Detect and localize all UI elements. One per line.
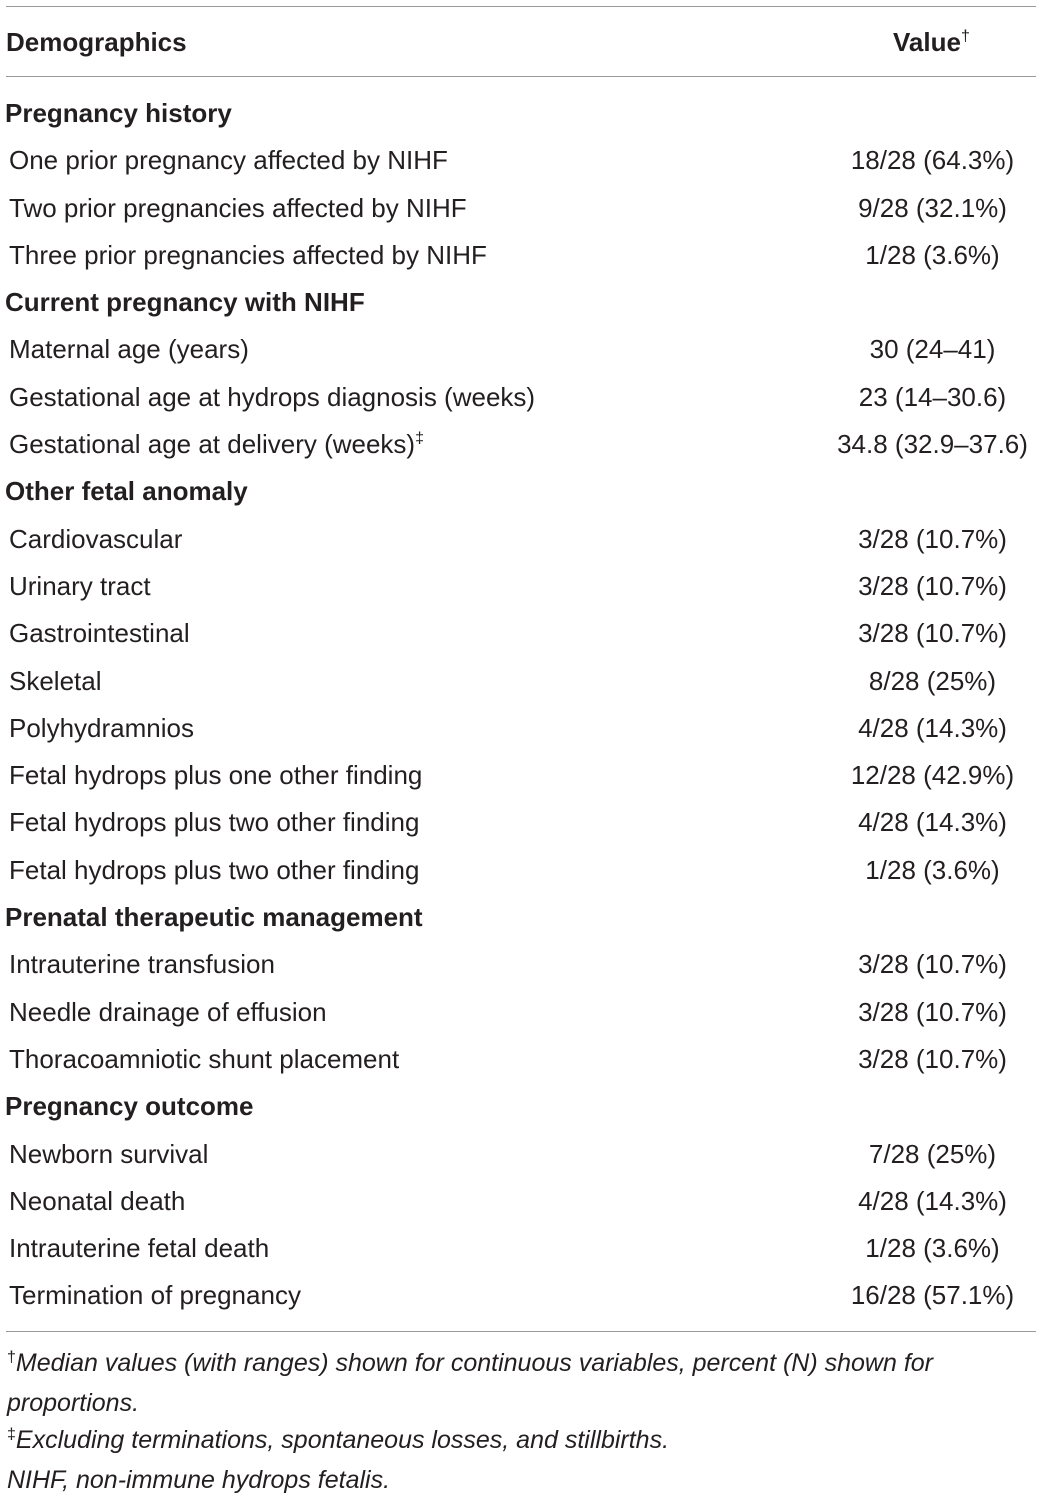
row-value: 12/28 (42.9%)	[850, 760, 1015, 791]
table-row	[0, 421, 1042, 468]
row-label-text: Maternal age (years)	[9, 334, 249, 365]
row-label-text: Fetal hydrops plus one other finding	[9, 760, 423, 791]
row-label-text: Newborn survival	[9, 1138, 209, 1169]
section-title	[5, 90, 232, 137]
footnote-mark: †	[7, 1349, 16, 1366]
footnote-text: Excluding terminations, spontaneous losses, and stillbirths.	[15, 1426, 670, 1454]
row-label-text: Gastrointestinal	[9, 618, 190, 649]
row-value: 16/28 (57.1%)	[850, 1280, 1015, 1311]
row-value: 3/28 (10.7%)	[858, 570, 1007, 601]
section-title	[5, 894, 423, 941]
row-label-text: Intrauterine transfusion	[9, 949, 275, 980]
row-label	[9, 610, 190, 657]
row-label	[9, 1178, 185, 1225]
section-header-row	[0, 90, 1042, 137]
row-value: 4/28 (14.3%)	[858, 807, 1007, 838]
row-value: 34.8 (32.9–37.6)	[837, 429, 1028, 460]
row-label-text: Needle drainage of effusion	[9, 996, 327, 1027]
row-label	[9, 137, 448, 184]
header-demographics: Demographics	[6, 27, 187, 57]
row-label	[9, 516, 182, 563]
header-value-label: Value	[893, 27, 961, 57]
top-rule	[6, 6, 1036, 7]
footnote	[7, 1345, 1037, 1422]
row-value: 3/28 (10.7%)	[858, 618, 1007, 649]
footnote	[7, 1422, 1037, 1462]
row-value: 23 (14–30.6)	[858, 381, 1007, 412]
row-label-text: Gestational age at delivery (weeks)	[9, 429, 416, 460]
row-value: 30 (24–41)	[869, 334, 996, 365]
table-body	[0, 90, 1042, 1320]
footnote-text: NIHF, non-immune hydrops fetalis.	[7, 1466, 391, 1494]
header-value-mark: †	[960, 28, 970, 45]
table-row	[0, 847, 1042, 894]
table-row	[0, 989, 1042, 1036]
row-value: 1/28 (3.6%)	[865, 854, 1000, 885]
row-label	[9, 705, 194, 752]
table-row	[0, 137, 1042, 184]
row-value: 4/28 (14.3%)	[858, 1185, 1007, 1216]
row-label-text: One prior pregnancy affected by NIHF	[9, 145, 448, 176]
row-value: 3/28 (10.7%)	[858, 949, 1007, 980]
section-title	[5, 1083, 254, 1130]
row-label-text: Two prior pregnancies affected by NIHF	[9, 192, 467, 223]
row-label-text: Other fetal anomaly	[5, 476, 248, 507]
table-row	[0, 1272, 1042, 1319]
table-row	[0, 752, 1042, 799]
row-label	[9, 1036, 399, 1083]
row-label-text: Prenatal therapeutic management	[5, 902, 423, 933]
row-value: 1/28 (3.6%)	[865, 1233, 1000, 1264]
table-row	[0, 1131, 1042, 1178]
row-value: 8/28 (25%)	[868, 665, 997, 696]
table-footnotes	[7, 1345, 1037, 1499]
row-label	[9, 941, 275, 988]
table-row	[0, 1225, 1042, 1272]
row-label-text: Cardiovascular	[9, 523, 183, 554]
row-label-text: Three prior pregnancies affected by NIHF	[9, 239, 487, 270]
table-row	[0, 1036, 1042, 1083]
row-label	[9, 752, 422, 799]
row-label-text: Skeletal	[9, 665, 102, 696]
section-title	[5, 279, 365, 326]
header-value	[893, 27, 970, 58]
row-label-text: Intrauterine fetal death	[9, 1233, 270, 1264]
row-value: 9/28 (32.1%)	[858, 192, 1007, 223]
row-label-text: Neonatal death	[9, 1185, 186, 1216]
row-label-text: Pregnancy history	[5, 98, 232, 128]
row-label	[9, 1225, 269, 1272]
table-row	[0, 185, 1042, 232]
section-title	[5, 468, 248, 515]
row-label	[9, 421, 424, 472]
row-label-text: Fetal hydrops plus two other finding	[9, 854, 420, 885]
row-label	[9, 1131, 208, 1178]
table-row	[0, 799, 1042, 846]
footnote-mark: ‡	[7, 1426, 16, 1443]
row-label	[9, 232, 487, 279]
row-label-text: Urinary tract	[9, 570, 151, 601]
table-row	[0, 374, 1042, 421]
table-header	[6, 18, 1036, 64]
table-row	[0, 941, 1042, 988]
row-label	[9, 563, 151, 610]
bottom-rule	[6, 1331, 1036, 1332]
footnote-text: Median values (with ranges) shown for continuous variables, percent (N) shown for proportions.	[7, 1349, 934, 1417]
row-label-text: Thoracoamniotic shunt placement	[9, 1043, 400, 1074]
section-header-row	[0, 468, 1042, 515]
row-label	[9, 847, 419, 894]
row-value: 18/28 (64.3%)	[850, 145, 1015, 176]
table-row	[0, 705, 1042, 752]
row-value: 7/28 (25%)	[868, 1138, 997, 1169]
row-label-text: Gestational age at hydrops diagnosis (weeks)	[9, 381, 536, 412]
row-label-text: Pregnancy outcome	[5, 1091, 254, 1122]
row-value: 3/28 (10.7%)	[858, 996, 1007, 1027]
row-label	[9, 1272, 301, 1319]
table-row	[0, 1178, 1042, 1225]
row-label	[9, 658, 102, 705]
row-label-text: Fetal hydrops plus two other finding	[9, 807, 420, 838]
header-rule	[6, 76, 1036, 77]
row-value: 4/28 (14.3%)	[858, 712, 1007, 743]
row-label	[9, 799, 419, 846]
table-row	[0, 658, 1042, 705]
row-value: 1/28 (3.6%)	[865, 239, 1000, 270]
row-label	[9, 326, 249, 373]
row-label-mark: ‡	[415, 430, 424, 448]
row-value: 3/28 (10.7%)	[858, 523, 1007, 554]
row-value: 3/28 (10.7%)	[858, 1043, 1007, 1074]
row-label	[9, 185, 467, 232]
table-row	[0, 610, 1042, 657]
table-row	[0, 516, 1042, 563]
section-header-row	[0, 894, 1042, 941]
table-row	[0, 232, 1042, 279]
footnote	[7, 1462, 1037, 1499]
row-label-text: Termination of pregnancy	[9, 1280, 301, 1311]
section-header-row	[0, 1083, 1042, 1130]
row-label-text: Current pregnancy with NIHF	[5, 287, 365, 318]
table-row	[0, 563, 1042, 610]
section-header-row	[0, 279, 1042, 326]
row-label-text: Polyhydramnios	[9, 712, 194, 743]
row-label	[9, 374, 535, 421]
table-row	[0, 326, 1042, 373]
row-label	[9, 989, 327, 1036]
